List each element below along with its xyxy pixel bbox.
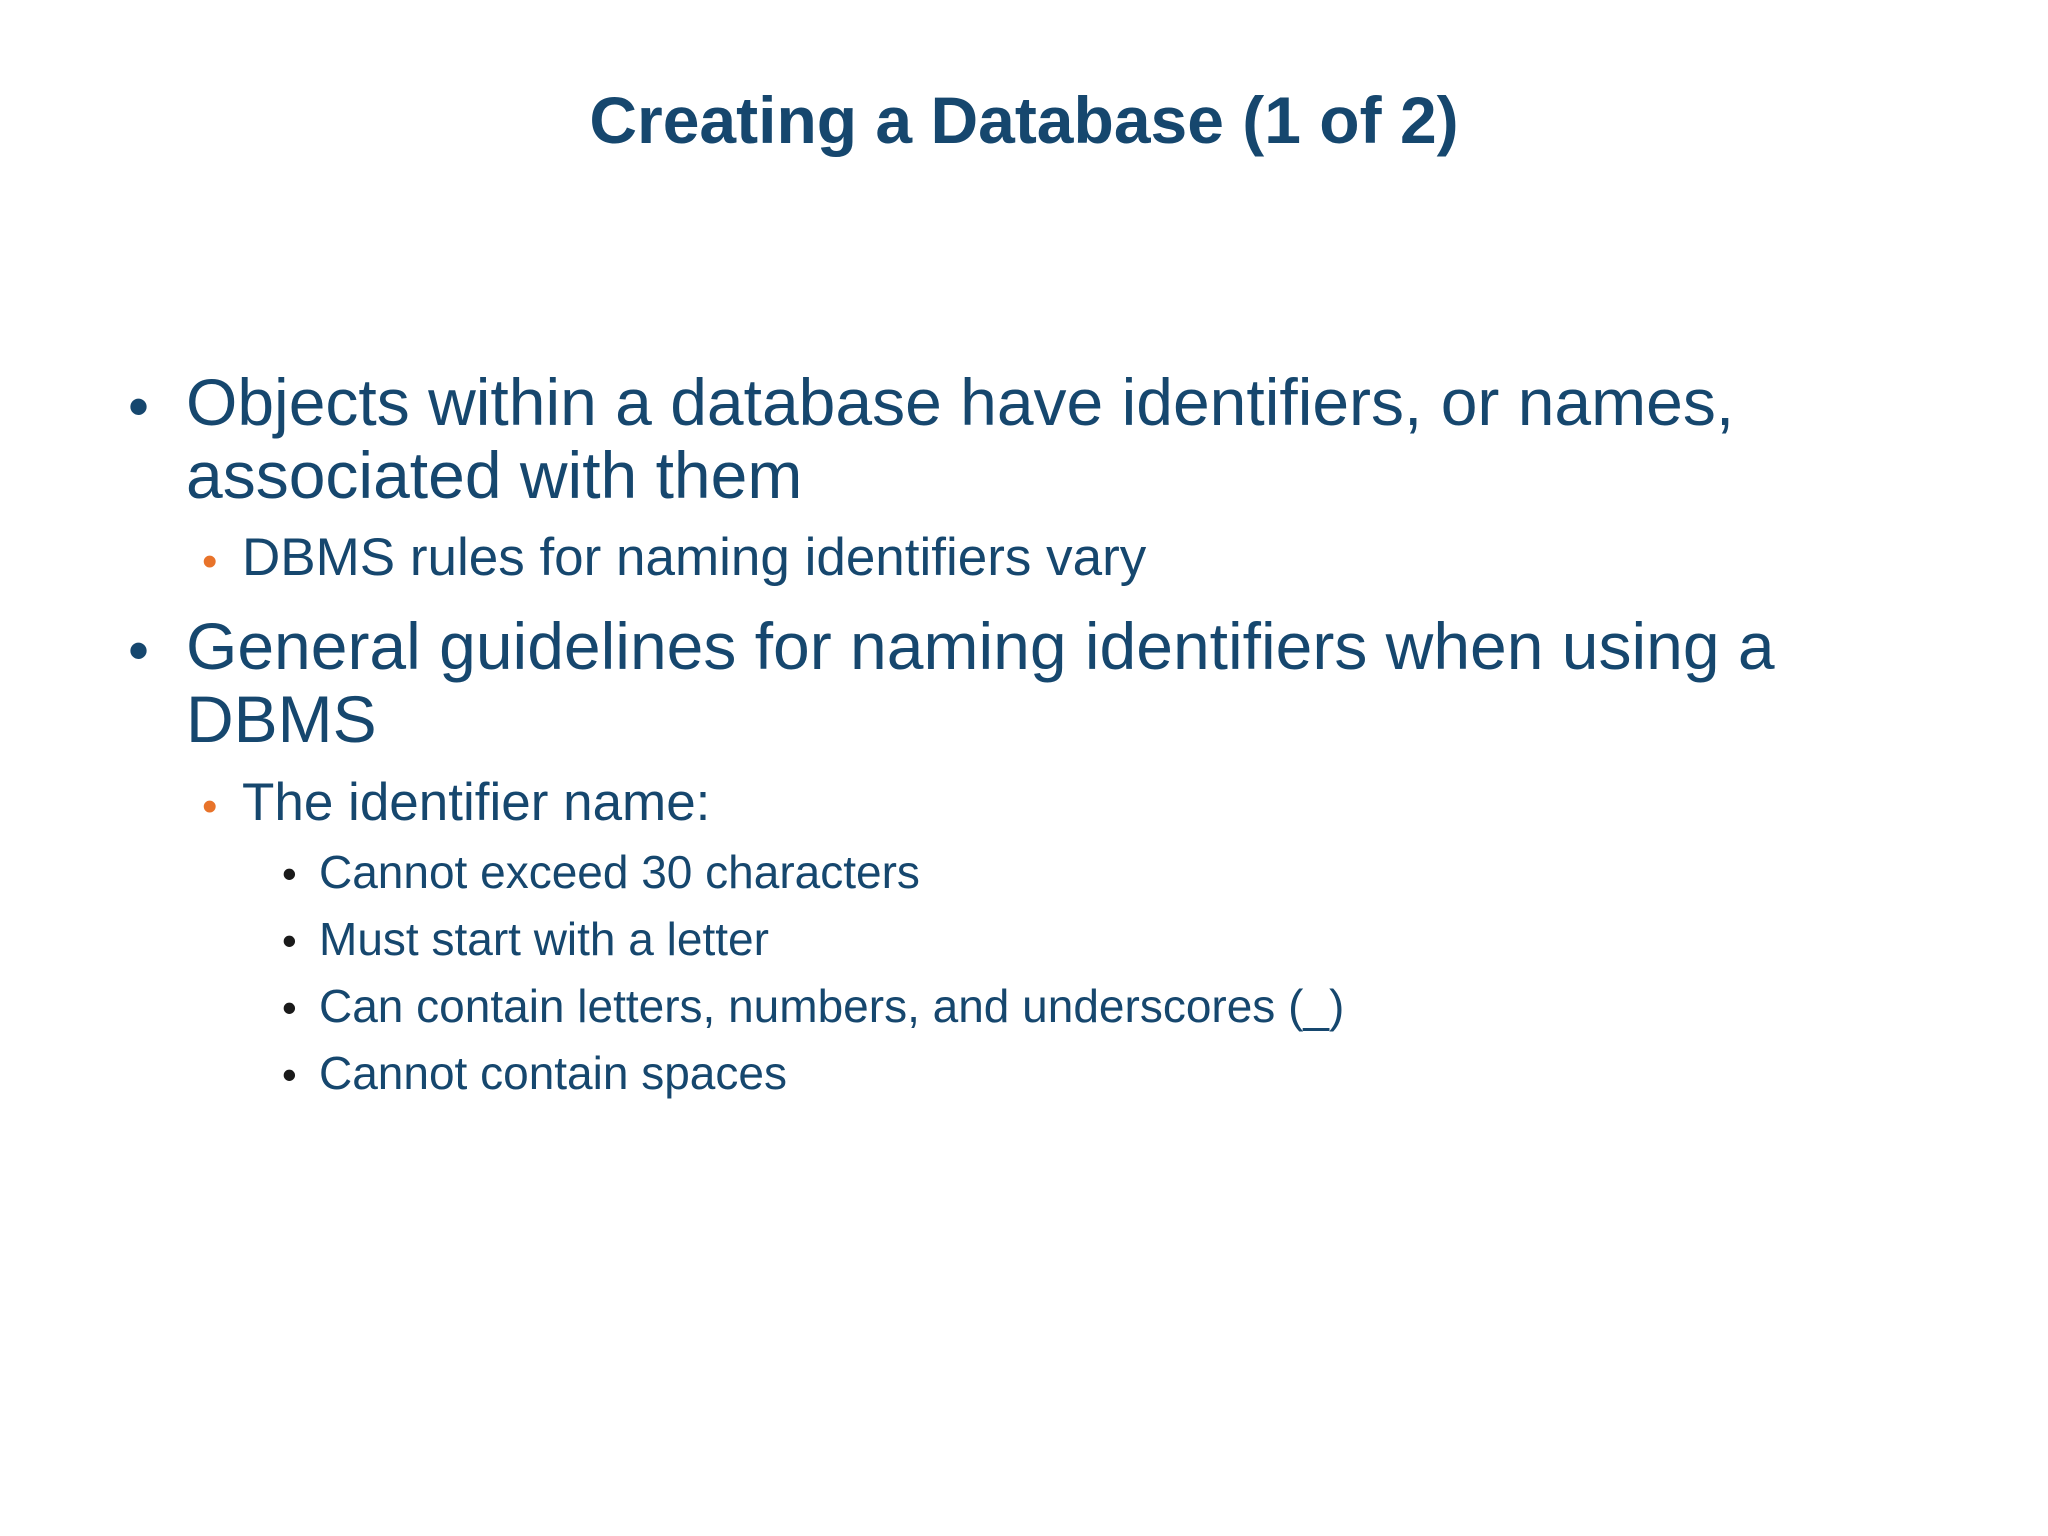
- slide-title: Creating a Database (1 of 2): [589, 83, 1459, 157]
- bullet-dot-icon: •: [128, 373, 150, 440]
- bullet-text: Cannot contain spaces: [319, 1047, 787, 1099]
- bullet-text: The identifier name:: [242, 773, 711, 832]
- bullet-text-line: DBMS: [186, 682, 377, 756]
- bullet-dot-icon: •: [282, 917, 297, 964]
- bullet-dot-icon: •: [202, 782, 218, 831]
- bullet-text-line: General guidelines for naming identifiers when using a: [186, 609, 1775, 683]
- bullet-text-line: Objects within a database have identifiers, or names,: [186, 365, 1735, 439]
- bullet-dot-icon: •: [128, 617, 150, 684]
- bullet-dot-icon: •: [282, 984, 297, 1031]
- bullet-text-line: associated with them: [186, 438, 803, 512]
- bullet-text: Can contain letters, numbers, and underscores (_): [319, 980, 1345, 1032]
- bullet-text: Cannot exceed 30 characters: [319, 846, 920, 898]
- bullet-text: DBMS rules for naming identifiers vary: [242, 528, 1147, 587]
- bullet-dot-icon: •: [282, 1051, 297, 1098]
- bullet-dot-icon: •: [202, 537, 218, 586]
- bullet-dot-icon: •: [282, 850, 297, 897]
- bullet-text: Must start with a letter: [319, 913, 769, 965]
